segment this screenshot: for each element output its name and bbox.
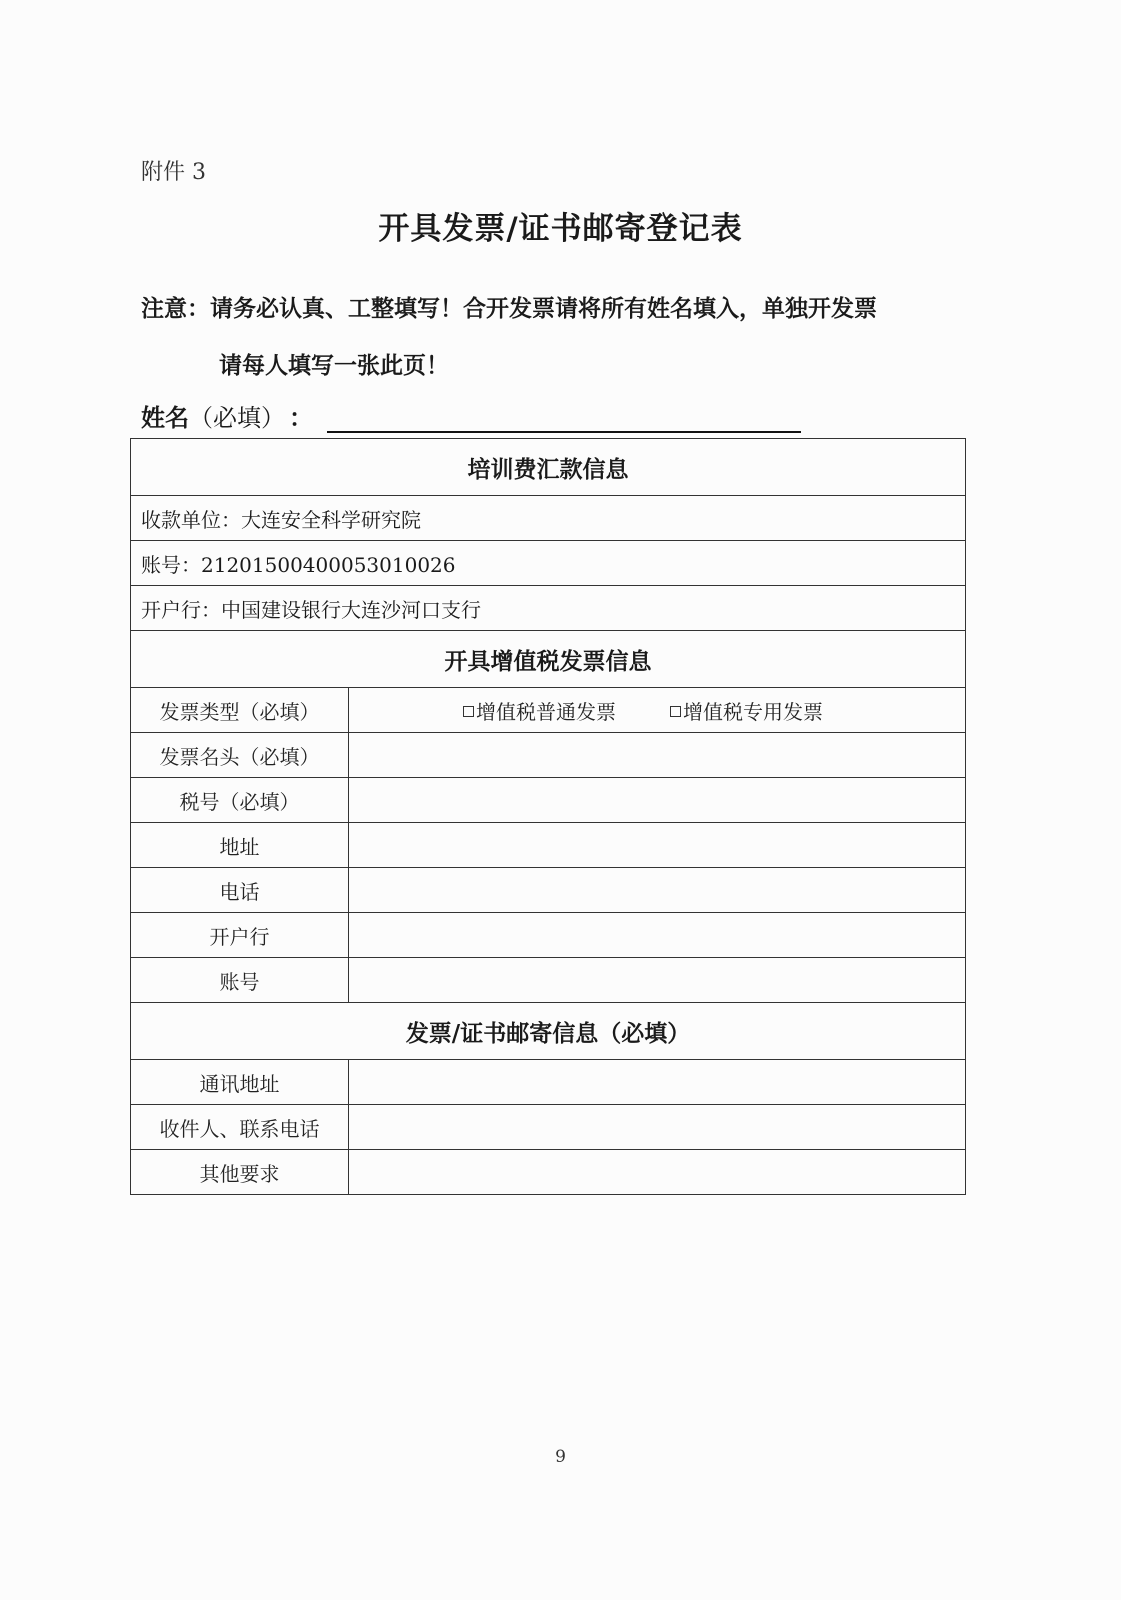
- invoice-type-option-special-label: 增值税专用发票: [683, 699, 823, 724]
- invoice-type-option-general-label: 增值税普通发票: [476, 699, 616, 724]
- invoice-address-label: 地址: [131, 823, 349, 868]
- page-number: 9: [555, 1447, 566, 1467]
- invoice-type-label: 发票类型（必填）: [131, 688, 349, 733]
- invoice-bank-label: 开户行: [131, 913, 349, 958]
- invoice-title-field[interactable]: [349, 733, 966, 778]
- remittance-heading: 培训费汇款信息: [131, 439, 966, 496]
- invoice-type-field: [349, 688, 966, 733]
- mailing-heading: 发票/证书邮寄信息（必填）: [131, 1003, 966, 1060]
- invoice-account-label: 账号: [131, 958, 349, 1003]
- mailing-address-label: 通讯地址: [131, 1060, 349, 1105]
- recipient-phone-field[interactable]: [349, 1105, 966, 1150]
- mailing-address-field[interactable]: [349, 1060, 966, 1105]
- other-requirements-label: 其他要求: [131, 1150, 349, 1195]
- notice: [141, 280, 981, 394]
- other-requirements-field[interactable]: [349, 1150, 966, 1195]
- invoice-phone-label: 电话: [131, 868, 349, 913]
- recipient-phone-label: 收件人、联系电话: [131, 1105, 349, 1150]
- invoice-account-field[interactable]: [349, 958, 966, 1003]
- invoice-type-option-general[interactable]: [463, 696, 616, 725]
- tax-id-field[interactable]: [349, 778, 966, 823]
- checkbox-icon[interactable]: [670, 706, 681, 717]
- name-label: 姓名: [141, 403, 189, 432]
- bank-row: 开户行：中国建设银行大连沙河口支行: [131, 586, 966, 631]
- name-colon: ：: [289, 403, 313, 432]
- attachment-label: 附件 3: [141, 160, 206, 185]
- name-field[interactable]: [327, 405, 801, 433]
- payee-row: 收款单位：大连安全科学研究院: [131, 496, 966, 541]
- checkbox-icon[interactable]: [463, 706, 474, 717]
- notice-line-1: 注意：请务必认真、工整填写！合开发票请将所有姓名填入，单独开发票: [141, 295, 877, 322]
- invoice-title-label: 发票名头（必填）: [131, 733, 349, 778]
- invoice-heading: 开具增值税发票信息: [131, 631, 966, 688]
- tax-id-label: 税号（必填）: [131, 778, 349, 823]
- notice-line-2: 请每人填写一张此页！: [219, 352, 449, 379]
- name-row: [141, 398, 801, 433]
- invoice-bank-field[interactable]: [349, 913, 966, 958]
- form-title: 开具发票/证书邮寄登记表: [378, 211, 743, 247]
- account-row: 账号：21201500400053010026: [131, 541, 966, 586]
- invoice-address-field[interactable]: [349, 823, 966, 868]
- invoice-type-option-special[interactable]: [670, 696, 823, 725]
- registration-table: [130, 438, 966, 1195]
- invoice-phone-field[interactable]: [349, 868, 966, 913]
- name-required-note: （必填）: [189, 404, 285, 432]
- invoice-type-options: [359, 696, 955, 725]
